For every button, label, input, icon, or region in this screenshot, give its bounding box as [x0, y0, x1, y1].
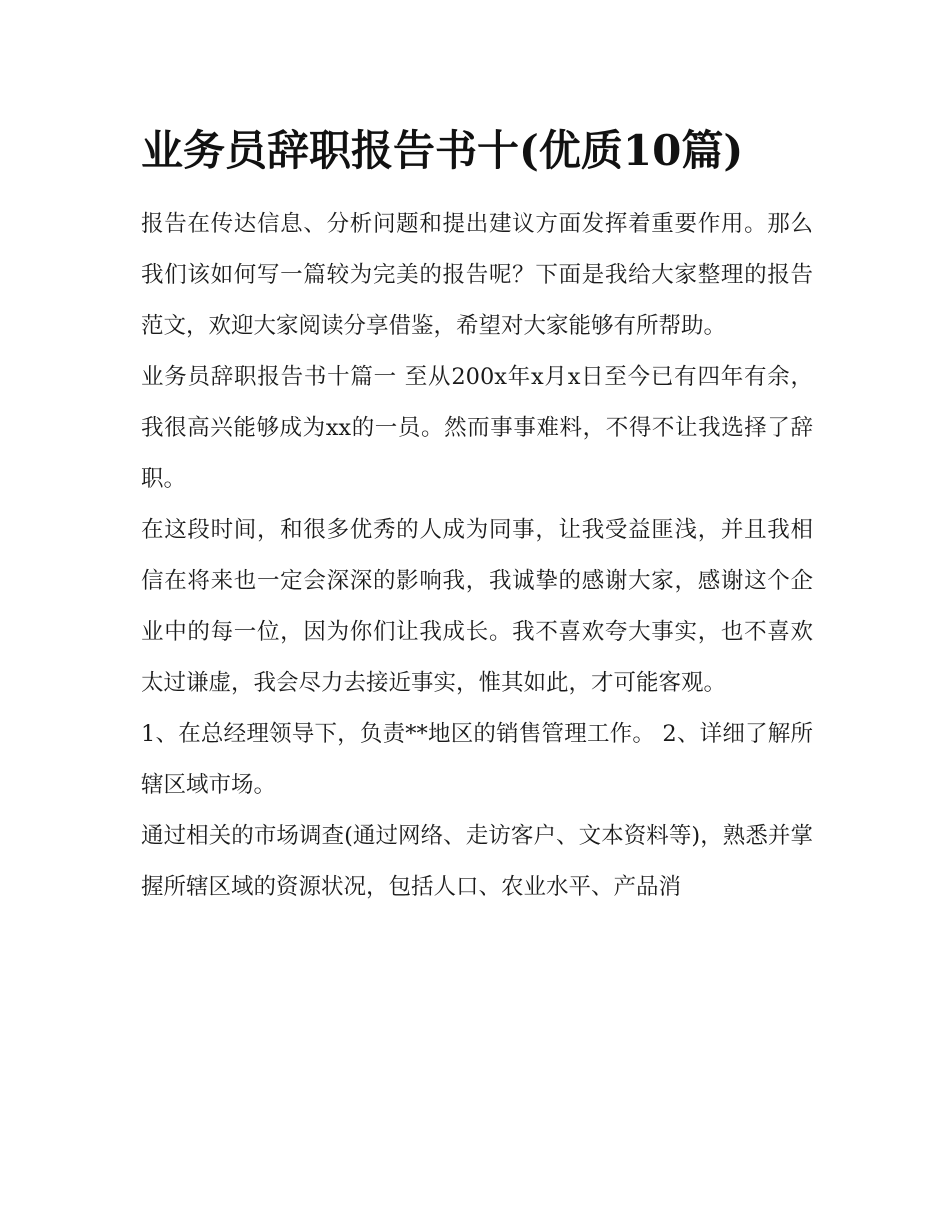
- paragraph-market-research: 通过相关的市场调查(通过网络、走访客户、文本资料等)，熟悉并掌握所辖区域的资源状况，包括人口、农业水平、产品消: [141, 823, 813, 900]
- document-body: [141, 199, 813, 913]
- paragraph-gratitude: 在这段时间，和很多优秀的人成为同事，让我受益匪浅，并且我相信在将来也一定会深深的影响我，我诚挚的感谢大家，感谢这个企业中的每一位，因为你们让我成长。我不喜欢夸大事实，也不喜欢太过谦虚，我会尽力去接近事实，惟其如此，才可能客观。: [141, 517, 813, 696]
- document-content: [141, 112, 813, 913]
- paragraph-intro: 报告在传达信息、分析问题和提出建议方面发挥着重要作用。那么我们该如何写一篇较为完美的报告呢？下面是我给大家整理的报告范文，欢迎大家阅读分享借鉴，希望对大家能够有所帮助。: [141, 211, 813, 339]
- paragraph-duties-list: 1、在总经理领导下，负责**地区的销售管理工作。 2、详细了解所辖区域市场。: [141, 721, 813, 798]
- paragraph-resignation-opening: 业务员辞职报告书十篇一 至从200x年x月x日至今已有四年有余，我很高兴能够成为xx的一员。然而事事难料，不得不让我选择了辞职。: [141, 364, 813, 492]
- document-title: 业务员辞职报告书十(优质10篇): [141, 126, 744, 175]
